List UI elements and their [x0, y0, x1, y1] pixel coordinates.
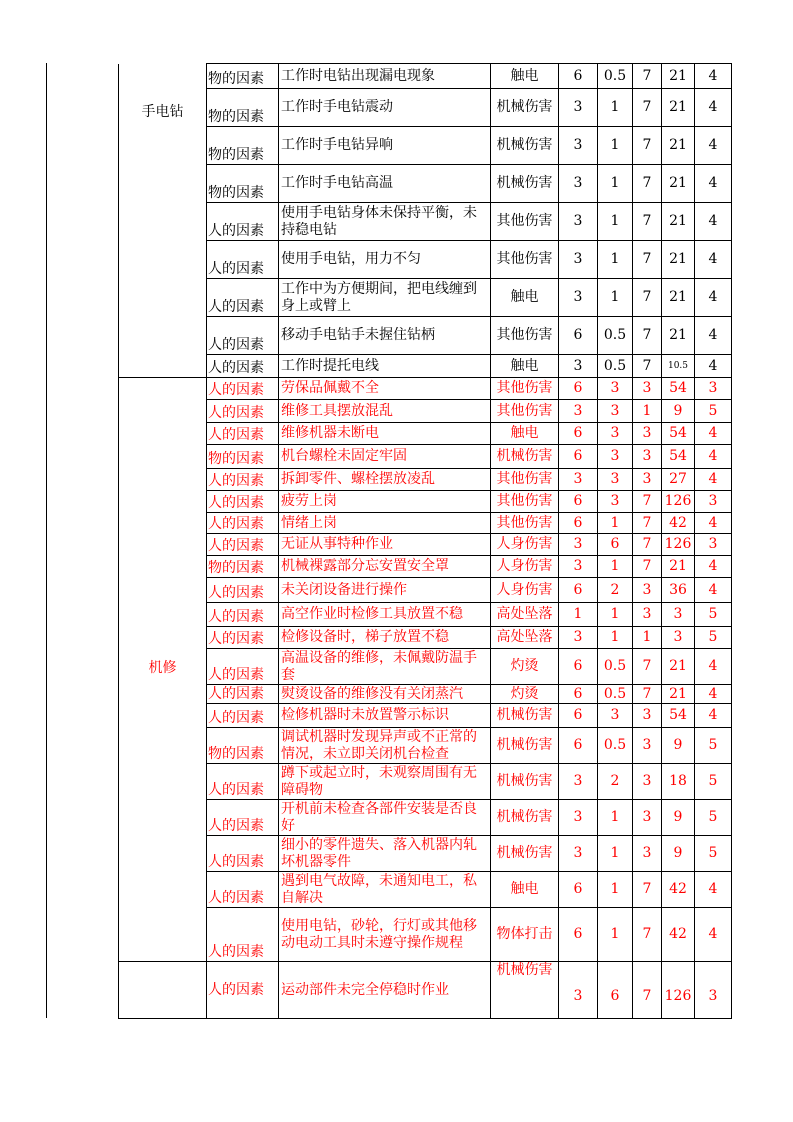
risk-score-cell: 9	[662, 836, 695, 872]
hazard-description-cell: 工作时提托电线	[279, 355, 491, 378]
risk-level-cell: 4	[695, 317, 732, 355]
exposure-cell: 3	[598, 400, 633, 423]
table-row	[119, 728, 732, 764]
risk-score-cell: 21	[662, 649, 695, 685]
likelihood-cell: 3	[559, 400, 598, 423]
exposure-cell: 1	[598, 908, 633, 962]
risk-level-cell: 5	[695, 728, 732, 764]
hazard-type-cell: 机械伤害	[491, 704, 559, 728]
hazard-type-cell: 机械伤害	[491, 165, 559, 203]
likelihood-cell: 3	[559, 165, 598, 203]
exposure-cell: 3	[598, 704, 633, 728]
hazard-description-cell: 使用手电钻身体未保持平衡，未持稳电钻	[279, 203, 491, 241]
hazard-description-cell: 未关闭设备进行操作	[279, 578, 491, 603]
table-row	[119, 64, 732, 89]
consequence-cell: 1	[633, 627, 662, 649]
factor-type-cell: 人的因素	[207, 685, 279, 704]
likelihood-cell: 3	[559, 836, 598, 872]
factor-type-cell: 物的因素	[207, 445, 279, 469]
hazard-type-cell: 高处坠落	[491, 603, 559, 627]
likelihood-cell: 6	[559, 704, 598, 728]
risk-level-cell: 4	[695, 469, 732, 491]
risk-level-cell: 5	[695, 764, 732, 800]
exposure-cell: 1	[598, 165, 633, 203]
factor-type-cell: 人的因素	[207, 203, 279, 241]
hazard-type-cell: 灼烫	[491, 685, 559, 704]
factor-type-cell: 人的因素	[207, 908, 279, 962]
hazard-description-cell: 蹲下或起立时，未观察周围有无障碍物	[279, 764, 491, 800]
risk-level-cell: 4	[695, 89, 732, 127]
consequence-cell: 7	[633, 872, 662, 908]
factor-type-cell: 人的因素	[207, 241, 279, 279]
risk-score-cell: 54	[662, 378, 695, 400]
factor-type-cell: 人的因素	[207, 534, 279, 556]
exposure-cell: 6	[598, 962, 633, 1019]
risk-score-cell: 126	[662, 534, 695, 556]
risk-score-cell: 21	[662, 317, 695, 355]
exposure-cell: 6	[598, 534, 633, 556]
consequence-cell: 1	[633, 400, 662, 423]
hazard-description-cell: 工作时手电钻高温	[279, 165, 491, 203]
factor-type-cell: 人的因素	[207, 423, 279, 445]
risk-level-cell: 3	[695, 534, 732, 556]
risk-level-cell: 5	[695, 603, 732, 627]
hazard-type-cell: 触电	[491, 872, 559, 908]
likelihood-cell: 6	[559, 491, 598, 513]
risk-level-cell: 4	[695, 241, 732, 279]
table-row	[119, 445, 732, 469]
risk-score-cell: 18	[662, 764, 695, 800]
hazard-type-cell: 人身伤害	[491, 534, 559, 556]
hazard-type-cell: 机械伤害	[491, 836, 559, 872]
consequence-cell: 7	[633, 962, 662, 1019]
hazard-type-cell: 机械伤害	[491, 127, 559, 165]
risk-level-cell: 3	[695, 491, 732, 513]
exposure-cell: 3	[598, 423, 633, 445]
hazard-type-cell: 灼烫	[491, 649, 559, 685]
consequence-cell: 3	[633, 603, 662, 627]
risk-score-cell: 9	[662, 728, 695, 764]
likelihood-cell: 3	[559, 962, 598, 1019]
likelihood-cell: 3	[559, 203, 598, 241]
exposure-cell: 3	[598, 491, 633, 513]
hazard-description-cell: 调试机器时发现异声或不正常的情况，未立即关闭机台检查	[279, 728, 491, 764]
hazard-type-cell: 其他伤害	[491, 469, 559, 491]
hazard-description-cell: 细小的零件遗失、落入机器内轧坏机器零件	[279, 836, 491, 872]
likelihood-cell: 3	[559, 556, 598, 578]
factor-type-cell: 物的因素	[207, 556, 279, 578]
exposure-cell: 1	[598, 556, 633, 578]
risk-score-cell: 10.5	[662, 355, 695, 378]
exposure-cell: 1	[598, 800, 633, 836]
factor-type-cell: 人的因素	[207, 578, 279, 603]
hazard-description-cell: 维修工具摆放混乱	[279, 400, 491, 423]
hazard-type-cell: 机械伤害	[491, 800, 559, 836]
risk-assessment-table	[118, 63, 732, 1019]
risk-score-cell: 21	[662, 89, 695, 127]
factor-type-cell: 人的因素	[207, 962, 279, 1019]
risk-level-cell: 4	[695, 704, 732, 728]
risk-score-cell: 54	[662, 423, 695, 445]
risk-level-cell: 5	[695, 627, 732, 649]
left-border-line	[46, 63, 47, 1018]
exposure-cell: 1	[598, 203, 633, 241]
likelihood-cell: 6	[559, 908, 598, 962]
table-row	[119, 908, 732, 962]
factor-type-cell: 人的因素	[207, 469, 279, 491]
hazard-type-cell: 其他伤害	[491, 400, 559, 423]
hazard-description-cell: 运动部件未完全停稳时作业	[279, 962, 491, 1019]
consequence-cell: 3	[633, 469, 662, 491]
hazard-description-cell: 遇到电气故障，未通知电工，私自解决	[279, 872, 491, 908]
hazard-type-cell: 人身伤害	[491, 556, 559, 578]
exposure-cell: 1	[598, 89, 633, 127]
hazard-description-cell: 检修设备时，梯子放置不稳	[279, 627, 491, 649]
likelihood-cell: 3	[559, 764, 598, 800]
consequence-cell: 7	[633, 317, 662, 355]
table-row	[119, 241, 732, 279]
hazard-description-cell: 工作时电钻出现漏电现象	[279, 64, 491, 89]
table-row	[119, 685, 732, 704]
consequence-cell: 7	[633, 165, 662, 203]
likelihood-cell: 6	[559, 445, 598, 469]
exposure-cell: 1	[598, 127, 633, 165]
hazard-description-cell: 工作时手电钻震动	[279, 89, 491, 127]
consequence-cell: 7	[633, 513, 662, 534]
factor-type-cell: 人的因素	[207, 513, 279, 534]
exposure-cell: 0.5	[598, 317, 633, 355]
exposure-cell: 0.5	[598, 355, 633, 378]
hazard-type-cell: 触电	[491, 64, 559, 89]
factor-type-cell: 人的因素	[207, 704, 279, 728]
table-row	[119, 704, 732, 728]
likelihood-cell: 6	[559, 64, 598, 89]
hazard-type-cell: 其他伤害	[491, 378, 559, 400]
likelihood-cell: 6	[559, 578, 598, 603]
table-row	[119, 400, 732, 423]
hazard-type-cell: 触电	[491, 355, 559, 378]
consequence-cell: 3	[633, 800, 662, 836]
hazard-description-cell: 熨烫设备的维修没有关闭蒸汽	[279, 685, 491, 704]
likelihood-cell: 6	[559, 317, 598, 355]
likelihood-cell: 6	[559, 649, 598, 685]
table-row	[119, 355, 732, 378]
hazard-description-cell: 机台螺栓未固定牢固	[279, 445, 491, 469]
exposure-cell: 0.5	[598, 685, 633, 704]
group-name-cell	[119, 962, 207, 1019]
exposure-cell: 0.5	[598, 728, 633, 764]
risk-level-cell: 4	[695, 127, 732, 165]
risk-score-cell: 54	[662, 445, 695, 469]
exposure-cell: 1	[598, 627, 633, 649]
factor-type-cell: 人的因素	[207, 400, 279, 423]
hazard-description-cell: 移动手电钻手未握住钻柄	[279, 317, 491, 355]
risk-score-cell: 9	[662, 800, 695, 836]
table-row	[119, 836, 732, 872]
consequence-cell: 7	[633, 491, 662, 513]
risk-score-cell: 54	[662, 704, 695, 728]
hazard-type-cell: 触电	[491, 279, 559, 317]
exposure-cell: 0.5	[598, 649, 633, 685]
consequence-cell: 7	[633, 241, 662, 279]
likelihood-cell: 3	[559, 89, 598, 127]
exposure-cell: 2	[598, 578, 633, 603]
likelihood-cell: 6	[559, 685, 598, 704]
hazard-description-cell: 无证从事特种作业	[279, 534, 491, 556]
hazard-type-cell: 其他伤害	[491, 317, 559, 355]
risk-score-cell: 21	[662, 127, 695, 165]
hazard-type-cell: 机械伤害	[491, 728, 559, 764]
hazard-description-cell: 机械裸露部分忘安置安全罩	[279, 556, 491, 578]
consequence-cell: 3	[633, 836, 662, 872]
risk-score-cell: 42	[662, 513, 695, 534]
risk-level-cell: 5	[695, 400, 732, 423]
factor-type-cell: 人的因素	[207, 836, 279, 872]
risk-level-cell: 4	[695, 908, 732, 962]
factor-type-cell: 人的因素	[207, 764, 279, 800]
table-row	[119, 800, 732, 836]
risk-level-cell: 5	[695, 800, 732, 836]
likelihood-cell: 3	[559, 241, 598, 279]
consequence-cell: 3	[633, 578, 662, 603]
hazard-description-cell: 工作中为方便期间，把电线缠到身上或臂上	[279, 279, 491, 317]
risk-level-cell: 4	[695, 578, 732, 603]
table-row	[119, 469, 732, 491]
factor-type-cell: 人的因素	[207, 491, 279, 513]
consequence-cell: 7	[633, 127, 662, 165]
table-row	[119, 165, 732, 203]
exposure-cell: 0.5	[598, 64, 633, 89]
table-row	[119, 627, 732, 649]
consequence-cell: 7	[633, 279, 662, 317]
hazard-type-cell: 物体打击	[491, 908, 559, 962]
factor-type-cell: 人的因素	[207, 603, 279, 627]
risk-score-cell: 21	[662, 279, 695, 317]
table-row	[119, 649, 732, 685]
consequence-cell: 7	[633, 64, 662, 89]
consequence-cell: 3	[633, 764, 662, 800]
risk-level-cell: 4	[695, 649, 732, 685]
hazard-description-cell: 劳保品佩戴不全	[279, 378, 491, 400]
risk-level-cell: 4	[695, 872, 732, 908]
consequence-cell: 3	[633, 445, 662, 469]
table-row	[119, 513, 732, 534]
likelihood-cell: 6	[559, 378, 598, 400]
exposure-cell: 1	[598, 872, 633, 908]
table-row	[119, 534, 732, 556]
hazard-description-cell: 工作时手电钻异响	[279, 127, 491, 165]
hazard-description-cell: 开机前未检查各部件安装是否良好	[279, 800, 491, 836]
likelihood-cell: 3	[559, 534, 598, 556]
risk-score-cell: 42	[662, 908, 695, 962]
table-row	[119, 378, 732, 400]
likelihood-cell: 6	[559, 513, 598, 534]
risk-level-cell: 4	[695, 355, 732, 378]
hazard-type-cell: 其他伤害	[491, 203, 559, 241]
hazard-type-cell: 其他伤害	[491, 241, 559, 279]
risk-level-cell: 4	[695, 423, 732, 445]
risk-score-cell: 21	[662, 556, 695, 578]
risk-level-cell: 4	[695, 64, 732, 89]
risk-level-cell: 4	[695, 203, 732, 241]
table-row	[119, 872, 732, 908]
risk-score-cell: 36	[662, 578, 695, 603]
factor-type-cell: 物的因素	[207, 64, 279, 89]
hazard-type-cell: 机械伤害	[491, 764, 559, 800]
factor-type-cell: 物的因素	[207, 127, 279, 165]
factor-type-cell: 人的因素	[207, 355, 279, 378]
hazard-type-cell: 人身伤害	[491, 578, 559, 603]
likelihood-cell: 3	[559, 279, 598, 317]
table-row	[119, 127, 732, 165]
hazard-description-cell: 使用手电钻，用力不匀	[279, 241, 491, 279]
exposure-cell: 1	[598, 603, 633, 627]
table-row	[119, 962, 732, 1019]
exposure-cell: 3	[598, 445, 633, 469]
likelihood-cell: 6	[559, 423, 598, 445]
exposure-cell: 1	[598, 279, 633, 317]
table-row	[119, 578, 732, 603]
table-row	[119, 317, 732, 355]
consequence-cell: 3	[633, 704, 662, 728]
exposure-cell: 3	[598, 469, 633, 491]
factor-type-cell: 人的因素	[207, 378, 279, 400]
risk-score-cell: 3	[662, 603, 695, 627]
factor-type-cell: 人的因素	[207, 800, 279, 836]
likelihood-cell: 6	[559, 728, 598, 764]
exposure-cell: 1	[598, 836, 633, 872]
consequence-cell: 7	[633, 203, 662, 241]
table-row	[119, 423, 732, 445]
consequence-cell: 3	[633, 728, 662, 764]
risk-score-cell: 21	[662, 165, 695, 203]
factor-type-cell: 物的因素	[207, 165, 279, 203]
group-name-cell	[119, 64, 207, 378]
hazard-description-cell: 高温设备的维修，未佩戴防温手套	[279, 649, 491, 685]
hazard-type-cell: 高处坠落	[491, 627, 559, 649]
risk-score-cell: 21	[662, 203, 695, 241]
hazard-type-cell: 触电	[491, 423, 559, 445]
risk-score-cell: 21	[662, 64, 695, 89]
hazard-description-cell: 检修机器时未放置警示标识	[279, 704, 491, 728]
risk-score-cell: 3	[662, 627, 695, 649]
exposure-cell: 2	[598, 764, 633, 800]
risk-score-cell: 42	[662, 872, 695, 908]
likelihood-cell: 1	[559, 603, 598, 627]
hazard-type-cell: 机械伤害	[491, 445, 559, 469]
hazard-description-cell: 使用电钻，砂轮，行灯或其他移动电动工具时未遵守操作规程	[279, 908, 491, 962]
risk-level-cell: 4	[695, 513, 732, 534]
hazard-type-cell: 其他伤害	[491, 513, 559, 534]
factor-type-cell: 物的因素	[207, 728, 279, 764]
table-row	[119, 203, 732, 241]
risk-score-cell: 27	[662, 469, 695, 491]
consequence-cell: 7	[633, 685, 662, 704]
table-row	[119, 491, 732, 513]
consequence-cell: 3	[633, 378, 662, 400]
hazard-type-cell: 其他伤害	[491, 491, 559, 513]
consequence-cell: 7	[633, 908, 662, 962]
risk-level-cell: 4	[695, 556, 732, 578]
consequence-cell: 3	[633, 423, 662, 445]
hazard-description-cell: 疲劳上岗	[279, 491, 491, 513]
factor-type-cell: 人的因素	[207, 872, 279, 908]
likelihood-cell: 3	[559, 800, 598, 836]
hazard-description-cell: 拆卸零件、螺栓摆放凌乱	[279, 469, 491, 491]
likelihood-cell: 3	[559, 469, 598, 491]
consequence-cell: 7	[633, 355, 662, 378]
exposure-cell: 1	[598, 241, 633, 279]
factor-type-cell: 人的因素	[207, 649, 279, 685]
likelihood-cell: 6	[559, 872, 598, 908]
group-name: 手电钻	[141, 103, 184, 120]
hazard-type-cell: 机械伤害	[491, 89, 559, 127]
risk-score-cell: 126	[662, 962, 695, 1019]
hazard-description-cell: 情绪上岗	[279, 513, 491, 534]
likelihood-cell: 3	[559, 627, 598, 649]
table-row	[119, 89, 732, 127]
risk-score-cell: 9	[662, 400, 695, 423]
group-name: 机修	[148, 660, 177, 676]
risk-level-cell: 4	[695, 445, 732, 469]
likelihood-cell: 3	[559, 355, 598, 378]
likelihood-cell: 3	[559, 127, 598, 165]
hazard-type-cell: 机械伤害	[491, 962, 559, 1019]
table-row	[119, 603, 732, 627]
exposure-cell: 3	[598, 378, 633, 400]
factor-type-cell: 人的因素	[207, 279, 279, 317]
table-row	[119, 279, 732, 317]
consequence-cell: 7	[633, 556, 662, 578]
risk-score-cell: 126	[662, 491, 695, 513]
risk-level-cell: 4	[695, 279, 732, 317]
table-row	[119, 556, 732, 578]
risk-level-cell: 3	[695, 378, 732, 400]
group-name-cell	[119, 378, 207, 962]
factor-type-cell: 物的因素	[207, 89, 279, 127]
consequence-cell: 7	[633, 534, 662, 556]
risk-level-cell: 4	[695, 685, 732, 704]
factor-type-cell: 人的因素	[207, 627, 279, 649]
table-row	[119, 764, 732, 800]
risk-score-cell: 21	[662, 685, 695, 704]
factor-type-cell: 人的因素	[207, 317, 279, 355]
consequence-cell: 7	[633, 649, 662, 685]
risk-level-cell: 5	[695, 836, 732, 872]
consequence-cell: 7	[633, 89, 662, 127]
exposure-cell: 1	[598, 513, 633, 534]
hazard-description-cell: 高空作业时检修工具放置不稳	[279, 603, 491, 627]
hazard-description-cell: 维修机器未断电	[279, 423, 491, 445]
risk-level-cell: 3	[695, 962, 732, 1019]
risk-score-cell: 21	[662, 241, 695, 279]
risk-level-cell: 4	[695, 165, 732, 203]
